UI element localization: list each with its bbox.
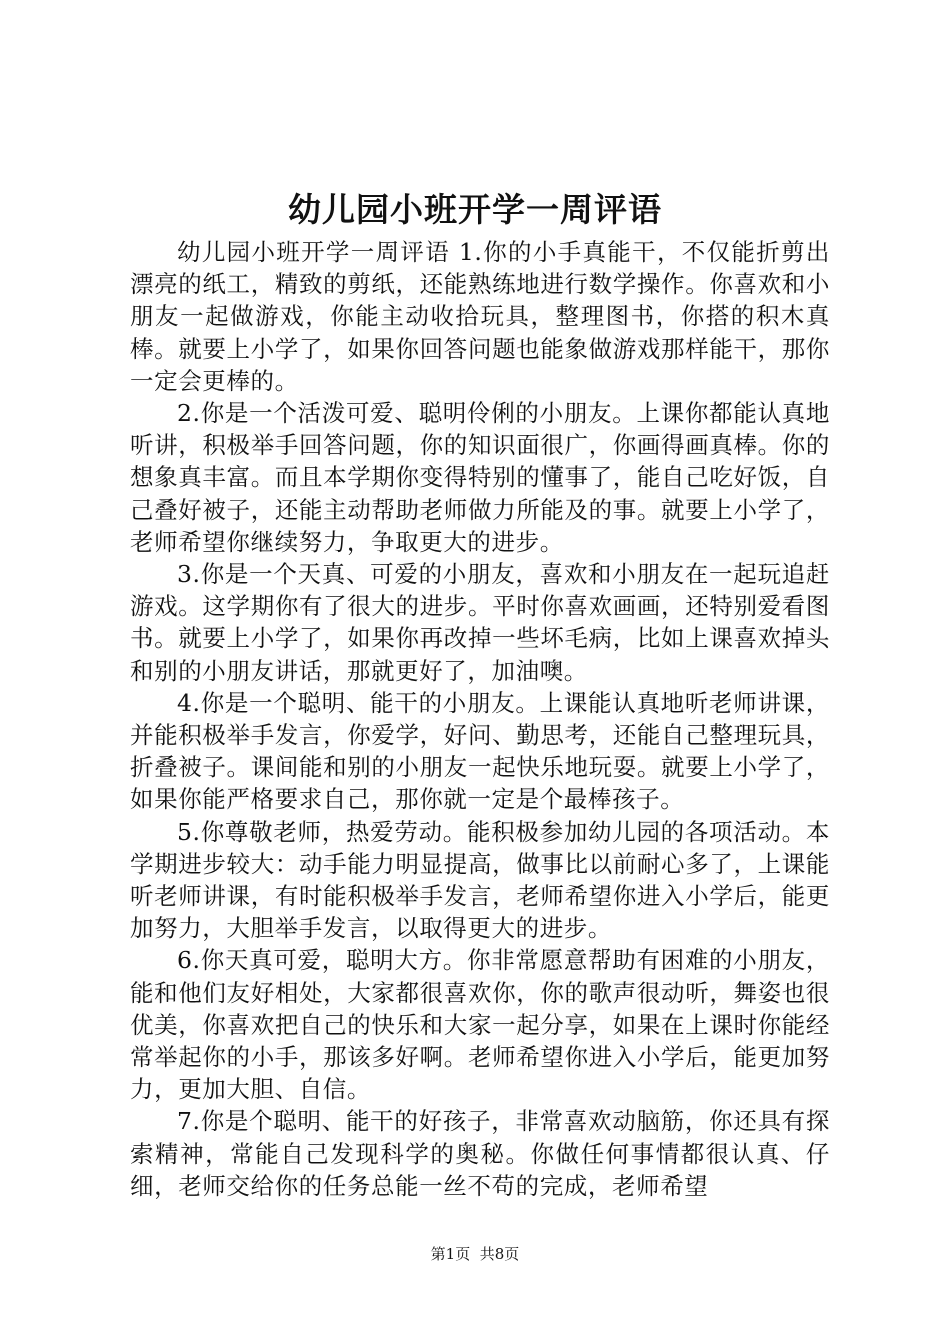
paragraph-4: 4.你是一个聪明、能干的小朋友。上课能认真地听老师讲课，并能积极举手发言，你爱学，好问、勤思考，还能自己整理玩具，折叠被子。课间能和别的小朋友一起快乐地玩耍。就要上小学了，如果你能严格要求自己，那你就一定是个最棒孩子。	[130, 688, 830, 814]
document-title: 幼儿园小班开学一周评语	[288, 190, 662, 229]
paragraph-7: 7.你是个聪明、能干的好孩子，非常喜欢动脑筋，你还具有探索精神，常能自己发现科学的奥秘。你做任何事情都很认真、仔细，老师交给你的任务总能一丝不苟的完成，老师希望	[130, 1107, 830, 1200]
paragraph-5: 5.你尊敬老师，热爱劳动。能积极参加幼儿园的各项活动。本学期进步较大：动手能力明显提高，做事比以前耐心多了，上课能听老师讲课，有时能积极举手发言，老师希望你进入小学后，能更加努力，大胆举手发言，以取得更大的进步。	[130, 817, 830, 943]
page-number: 第1页	[430, 1245, 471, 1263]
paragraph-2: 2.你是一个活泼可爱、聪明伶俐的小朋友。上课你都能认真地听讲，积极举手回答问题，你的知识面很广，你画得画真棒。你的想象真丰富。而且本学期你变得特别的懂事了，能自己吃好饭，自己叠好被子，还能主动帮助老师做力所能及的事。就要上小学了，老师希望你继续努力，争取更大的进步。	[130, 399, 830, 556]
paragraph-1: 幼儿园小班开学一周评语 1.你的小手真能干，不仅能折剪出漂亮的纸工，精致的剪纸，还能熟练地进行数学操作。你喜欢和小朋友一起做游戏，你能主动收拾玩具，整理图书，你搭的积木真棒。就要上小学了，如果你回答问题也能象做游戏那样能干，那你一定会更棒的。	[130, 238, 830, 395]
page-total: 共8页	[479, 1245, 520, 1263]
paragraph-3: 3.你是一个天真、可爱的小朋友，喜欢和小朋友在一起玩追赶游戏。这学期你有了很大的进步。平时你喜欢画画，还特别爱看图书。就要上小学了，如果你再改掉一些坏毛病，比如上课喜欢掉头和别的小朋友讲话，那就更好了，加油噢。	[130, 560, 830, 685]
page-footer	[0, 1244, 950, 1264]
paragraph-6: 6.你天真可爱，聪明大方。你非常愿意帮助有困难的小朋友，能和他们友好相处，大家都很喜欢你，你的歌声很动听，舞姿也很优美，你喜欢把自己的快乐和大家一起分享，如果在上课时你能经常举起你的小手，那该多好啊。老师希望你进入小学后，能更加努力，更加大胆、自信。	[130, 946, 830, 1104]
footer-separator	[470, 1245, 480, 1263]
document-body	[130, 236, 830, 1202]
